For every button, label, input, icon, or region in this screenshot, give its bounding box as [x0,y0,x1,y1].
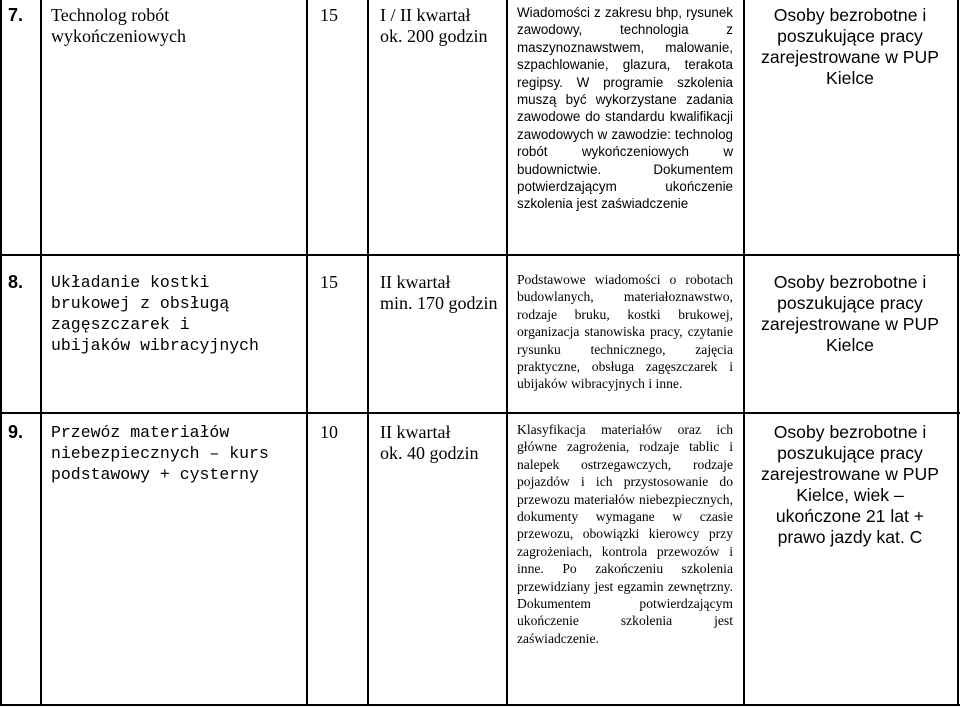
participant-count: 15 [320,272,338,292]
column-divider [367,0,369,706]
column-divider [743,0,745,706]
column-divider [506,0,508,706]
row-number: 9. [8,422,24,442]
course-title: Układanie kostki brukowej z obsługą zagęszczarek i ubijaków wibracyjnych [51,273,259,355]
target-group: Osoby bezrobotne i poszukujące pracy zarejestrowane w PUP Kielce, wiek – ukończone 21 lat + prawo jazdy kat. C [761,422,939,547]
row-number: 8. [8,272,24,292]
participant-count: 10 [320,422,338,442]
table-border-bottom [0,704,960,706]
target-group: Osoby bezrobotne i poszukujące pracy zarejestrowane w PUP Kielce [761,272,939,355]
row-divider [0,254,960,256]
course-title: Przewóz materiałów niebezpiecznych – kurs podstawowy + cysterny [51,423,269,484]
course-description: Wiadomości z zakresu bhp, rysunek zawodowy, technologia z maszynoznawstwem, malowanie, szpachlowanie, glazura, terakota regipsy. W programie szkolenia muszą być wykorzystane zadania zawodowe do standardu kwalifikacji zawodowych w zawodzie: technolog robót wykończeniowych w budownictwie. Dokumentem potwierdzającym ukończenie szkolenia jest zaświadczenie [517,5,733,212]
table-border-left [0,0,2,706]
row-number: 7. [8,5,24,25]
course-term: II kwartał min. 170 godzin [380,272,498,313]
course-description: Klasyfikacja materiałów oraz ich główne zagrożenia, rodzaje tablic i nalepek ostrzegawczych, rodzaje pojazdów i ich przystosowanie do przewozu materiałów niebezpiecznych, dokumenty wymagane w czasie przewozu, obowiązki kierowcy przy zagrożeniach, kontrola przewozów i inne. Po zakończeniu szkolenia przewidziany jest egzamin zewnętrzny. Dokumentem potwierdzającym ukończenie szkolenia jest zaświadczenie. [517,422,733,646]
target-group: Osoby bezrobotne i poszukujące pracy zarejestrowane w PUP Kielce [761,5,939,88]
row-divider [0,412,960,414]
course-term: II kwartał ok. 40 godzin [380,422,479,463]
course-description: Podstawowe wiadomości o robotach budowlanych, materiałoznawstwo, rodzaje bruku, kostki brukowej, organizacja stanowiska pracy, czytanie rysunku technicznego, zajęcia praktyczne, obsługa zagęszczarek i ubijaków wibracyjnych i inne. [517,272,733,392]
column-divider [306,0,308,706]
column-divider [40,0,42,706]
course-title: Technolog robót wykończeniowych [51,5,186,46]
participant-count: 15 [320,5,338,25]
table-border-right [957,0,959,706]
course-term: I / II kwartał ok. 200 godzin [380,5,488,46]
